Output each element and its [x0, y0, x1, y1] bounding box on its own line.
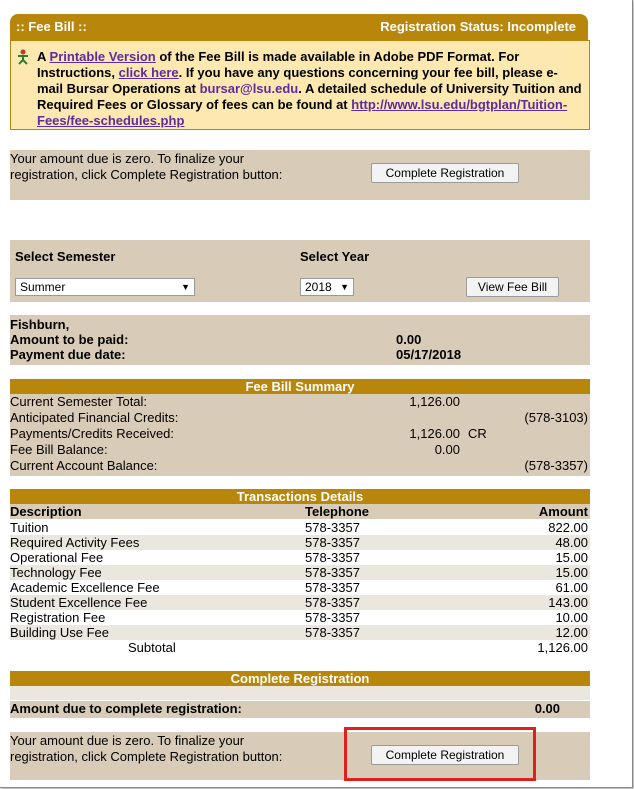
notice-text-1: A: [37, 49, 50, 64]
summary-label: Fee Bill Balance:: [10, 442, 108, 457]
summary-phone: (578-3357): [524, 458, 588, 473]
tx-telephone: 578-3357: [305, 565, 360, 580]
tx-telephone: 578-3357: [305, 550, 360, 565]
chevron-down-icon: ▼: [340, 282, 349, 292]
tx-telephone: 578-3357: [305, 610, 360, 625]
summary-label: Current Semester Total:: [10, 394, 148, 409]
tx-amount: 12.00: [555, 625, 588, 640]
fee-bill-notice: [10, 40, 590, 130]
summary-amount: 1,126.00: [409, 426, 460, 441]
summary-label: Anticipated Financial Credits:: [10, 410, 179, 425]
finalize-panel-top: [10, 150, 590, 200]
summary-amount: 0.00: [434, 442, 460, 457]
summary-row: [10, 458, 590, 474]
tx-amount: 61.00: [555, 580, 588, 595]
col-amount: Amount: [538, 504, 588, 519]
semester-selector-panel: [10, 240, 590, 302]
highlight-box: [344, 727, 536, 781]
tx-telephone: 578-3357: [305, 595, 360, 610]
complete-registration-button-top[interactable]: Complete Registration: [371, 163, 519, 183]
tx-amount: 822.00: [548, 520, 588, 535]
amount-to-be-paid-value: 0.00: [396, 332, 422, 347]
tx-description: Building Use Fee: [10, 625, 109, 640]
finalize-text-top: Your amount due is zero. To finalize your registration, click Complete Registration button:: [10, 151, 283, 182]
tx-description: Technology Fee: [10, 565, 102, 580]
student-name: Fishburn,: [10, 317, 70, 332]
tx-amount: 48.00: [555, 535, 588, 550]
tx-description: Registration Fee: [10, 610, 106, 625]
tx-telephone: 578-3357: [305, 580, 360, 595]
semester-select[interactable]: [15, 278, 195, 296]
table-row: [10, 610, 590, 625]
semester-select-value: Summer: [20, 280, 66, 294]
col-telephone: Telephone: [305, 504, 370, 519]
view-fee-bill-button[interactable]: View Fee Bill: [466, 277, 559, 297]
person-icon: [16, 49, 30, 65]
summary-row: [10, 426, 590, 442]
summary-row: [10, 442, 590, 458]
chevron-down-icon: ▼: [181, 282, 190, 292]
tx-description: Student Excellence Fee: [10, 595, 148, 610]
subtotal-label: Subtotal: [128, 640, 176, 655]
summary-label: Payments/Credits Received:: [10, 426, 175, 441]
summary-row: [10, 394, 590, 410]
tx-telephone: 578-3357: [305, 625, 360, 640]
summary-row: [10, 410, 590, 426]
fee-schedules-link[interactable]: http://www.lsu.edu/bgtplan/Tuition-Fees/fee-schedules.php: [37, 97, 568, 128]
transactions-header: Transactions Details: [10, 489, 590, 504]
transactions-column-headers: [10, 504, 590, 519]
finalize-text-bottom: Your amount due is zero. To finalize your registration, click Complete Registration button:: [10, 733, 283, 764]
table-row: [10, 565, 590, 580]
tx-amount: 15.00: [555, 550, 588, 565]
tx-amount: 10.00: [555, 610, 588, 625]
complete-registration-button-bottom[interactable]: Complete Registration: [371, 745, 519, 765]
tx-description: Operational Fee: [10, 550, 104, 565]
summary-amount: 1,126.00: [409, 394, 460, 409]
bursar-email[interactable]: bursar@lsu.edu: [199, 81, 299, 96]
summary-label: Current Account Balance:: [10, 458, 158, 473]
click-here-link[interactable]: click here: [118, 65, 179, 80]
tx-description: Tuition: [10, 520, 49, 535]
fee-bill-summary-panel: [10, 394, 590, 476]
spacer-row: [10, 686, 590, 700]
notice-text-3: . If you have any questions concerning your fee bill, please e-mail Bursar Operations at: [37, 65, 558, 96]
subtotal-row: [10, 640, 590, 655]
complete-registration-header: Complete Registration: [10, 671, 590, 686]
fee-bill-summary-header: Fee Bill Summary: [10, 379, 590, 394]
notice-text-2: of the Fee Bill is made available in Adobe PDF Format. For Instructions,: [37, 49, 520, 80]
table-row: [10, 550, 590, 565]
registration-status: Registration Status: Incomplete: [380, 19, 576, 34]
year-label: Select Year: [300, 249, 370, 264]
tx-telephone: 578-3357: [305, 535, 360, 550]
tx-telephone: 578-3357: [305, 520, 360, 535]
page-title: :: Fee Bill ::: [16, 19, 87, 34]
tx-amount: 143.00: [548, 595, 588, 610]
semester-label: Select Semester: [15, 249, 116, 264]
year-select[interactable]: [300, 278, 354, 296]
summary-phone: (578-3103): [524, 410, 588, 425]
amount-to-be-paid-label: Amount to be paid:: [10, 332, 129, 347]
table-row: [10, 595, 590, 610]
payment-due-label: Payment due date:: [10, 347, 126, 362]
table-row: [10, 535, 590, 550]
payment-due-value: 05/17/2018: [396, 347, 462, 362]
col-description: Description: [10, 504, 82, 519]
table-row: [10, 625, 590, 640]
printable-version-link[interactable]: Printable Version: [49, 49, 156, 64]
amount-due-row: [10, 701, 590, 718]
table-row: [10, 580, 590, 595]
subtotal-value: 1,126.00: [537, 640, 588, 655]
notice-text-4: . A detailed schedule of University Tuition and Required Fees or Glossary of fees can be found at: [37, 81, 582, 112]
year-select-value: 2018: [305, 280, 332, 294]
tx-description: Academic Excellence Fee: [10, 580, 160, 595]
amount-due-value: 0.00: [534, 701, 560, 716]
student-info-panel: [10, 315, 590, 365]
tx-amount: 15.00: [555, 565, 588, 580]
summary-cr: CR: [468, 426, 487, 441]
amount-due-label: Amount due to complete registration:: [10, 701, 242, 716]
fee-bill-header: [10, 14, 588, 40]
tx-description: Required Activity Fees: [10, 535, 140, 550]
table-row: [10, 520, 590, 535]
